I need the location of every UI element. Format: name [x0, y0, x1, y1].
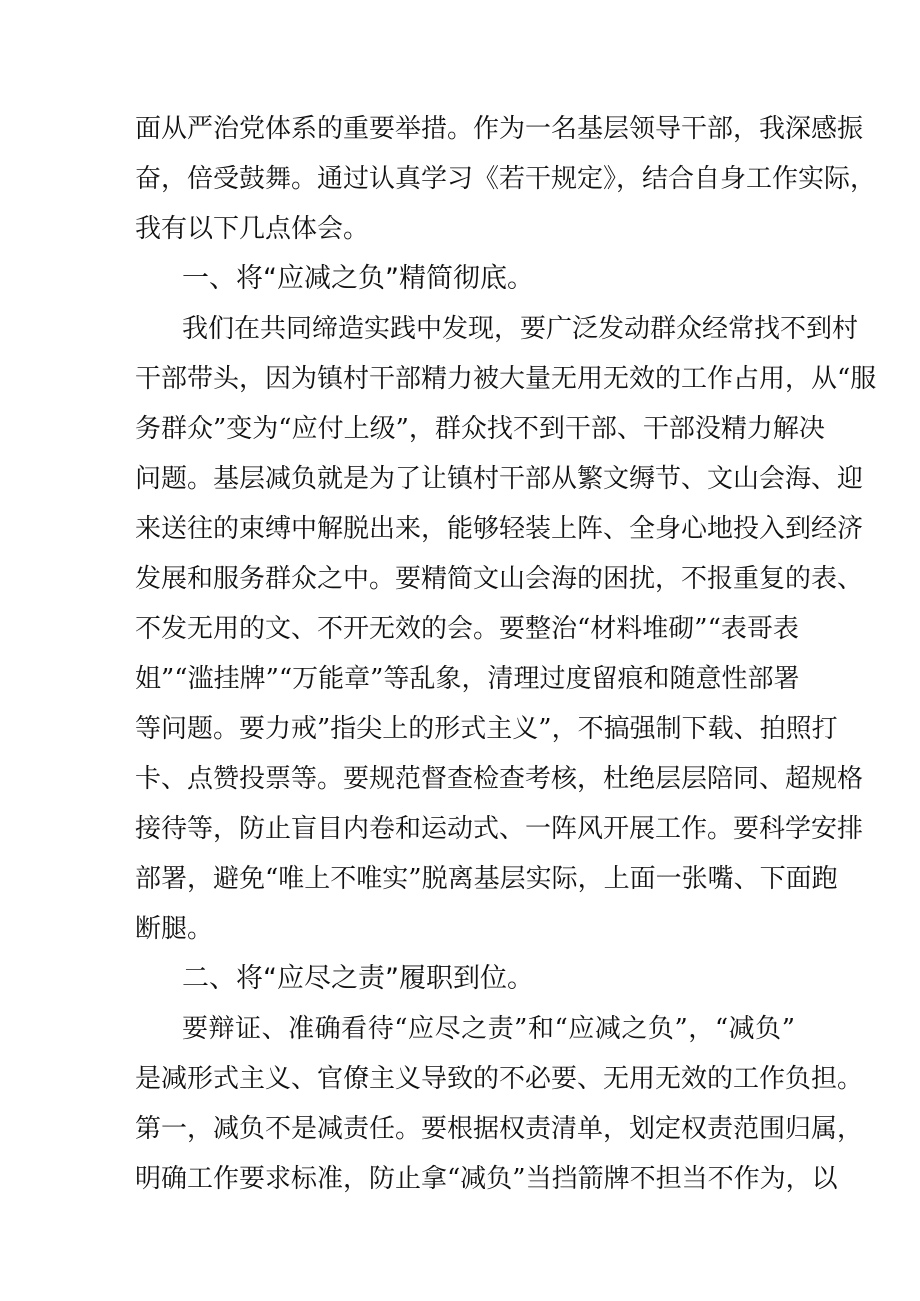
section-2-heading: 二、将“应尽之责”履职到位。 — [182, 963, 534, 994]
section-2-line-3: 第一，减负不是减责任。要根据权责清单，划定权责范围归属， — [135, 1114, 864, 1144]
intro-line-1: 面从严治党体系的重要举措。作为一名基层领导干部，我深感振 — [135, 114, 864, 144]
section-1-line-5: 来送往的束缚中解脱出来，能够轻装上阵、全身心地投入到经济 — [135, 514, 864, 544]
section-1-line-1: 我们在共同缔造实践中发现，要广泛发动群众经常找不到村 — [182, 314, 859, 344]
section-1-line-7: 不发无用的文、不开无效的会。要整治“材料堆砌”“表哥表 — [135, 614, 799, 644]
section-1-heading: 一、将“应减之负”精简彻底。 — [182, 263, 534, 294]
section-1-line-8: 姐”“滥挂牌”“万能章”等乱象，清理过度留痕和随意性部署 — [135, 664, 800, 694]
section-1-line-9: 等问题。要力戒”指尖上的形式主义”，不搞强制下载、拍照打 — [135, 714, 838, 744]
section-1-line-2: 干部带头，因为镇村干部精力被大量无用无效的工作占用，从“服 — [135, 364, 877, 394]
section-1-line-13: 断腿。 — [135, 914, 214, 944]
section-1-line-11: 接待等，防止盲目内卷和运动式、一阵风开展工作。要科学安排 — [135, 814, 864, 844]
section-1-line-3: 务群众”变为“应付上级”，群众找不到干部、干部没精力解决 — [135, 414, 825, 444]
section-1-line-6: 发展和服务群众之中。要精简文山会海的困扰，不报重复的表、 — [135, 564, 864, 594]
section-2-line-4: 明确工作要求标准，防止拿“减负”当挡箭牌不担当不作为，以 — [135, 1164, 838, 1194]
section-1-line-10: 卡、点赞投票等。要规范督查检查考核，杜绝层层陪同、超规格 — [135, 764, 864, 794]
intro-line-3: 我有以下几点体会。 — [135, 214, 370, 244]
section-1-line-4: 问题。基层减负就是为了让镇村干部从繁文缛节、文山会海、迎 — [135, 464, 864, 494]
section-1-line-12: 部署，避免“唯上不唯实”脱离基层实际，上面一张嘴、下面跑 — [135, 864, 838, 894]
section-2-line-1: 要辩证、准确看待“应尽之责”和“应减之负”，“减负” — [182, 1014, 795, 1044]
section-2-line-2: 是减形式主义、官僚主义导致的不必要、无用无效的工作负担。 — [135, 1064, 864, 1094]
intro-line-2: 奋，倍受鼓舞。通过认真学习《若干规定》，结合自身工作实际， — [135, 164, 877, 194]
